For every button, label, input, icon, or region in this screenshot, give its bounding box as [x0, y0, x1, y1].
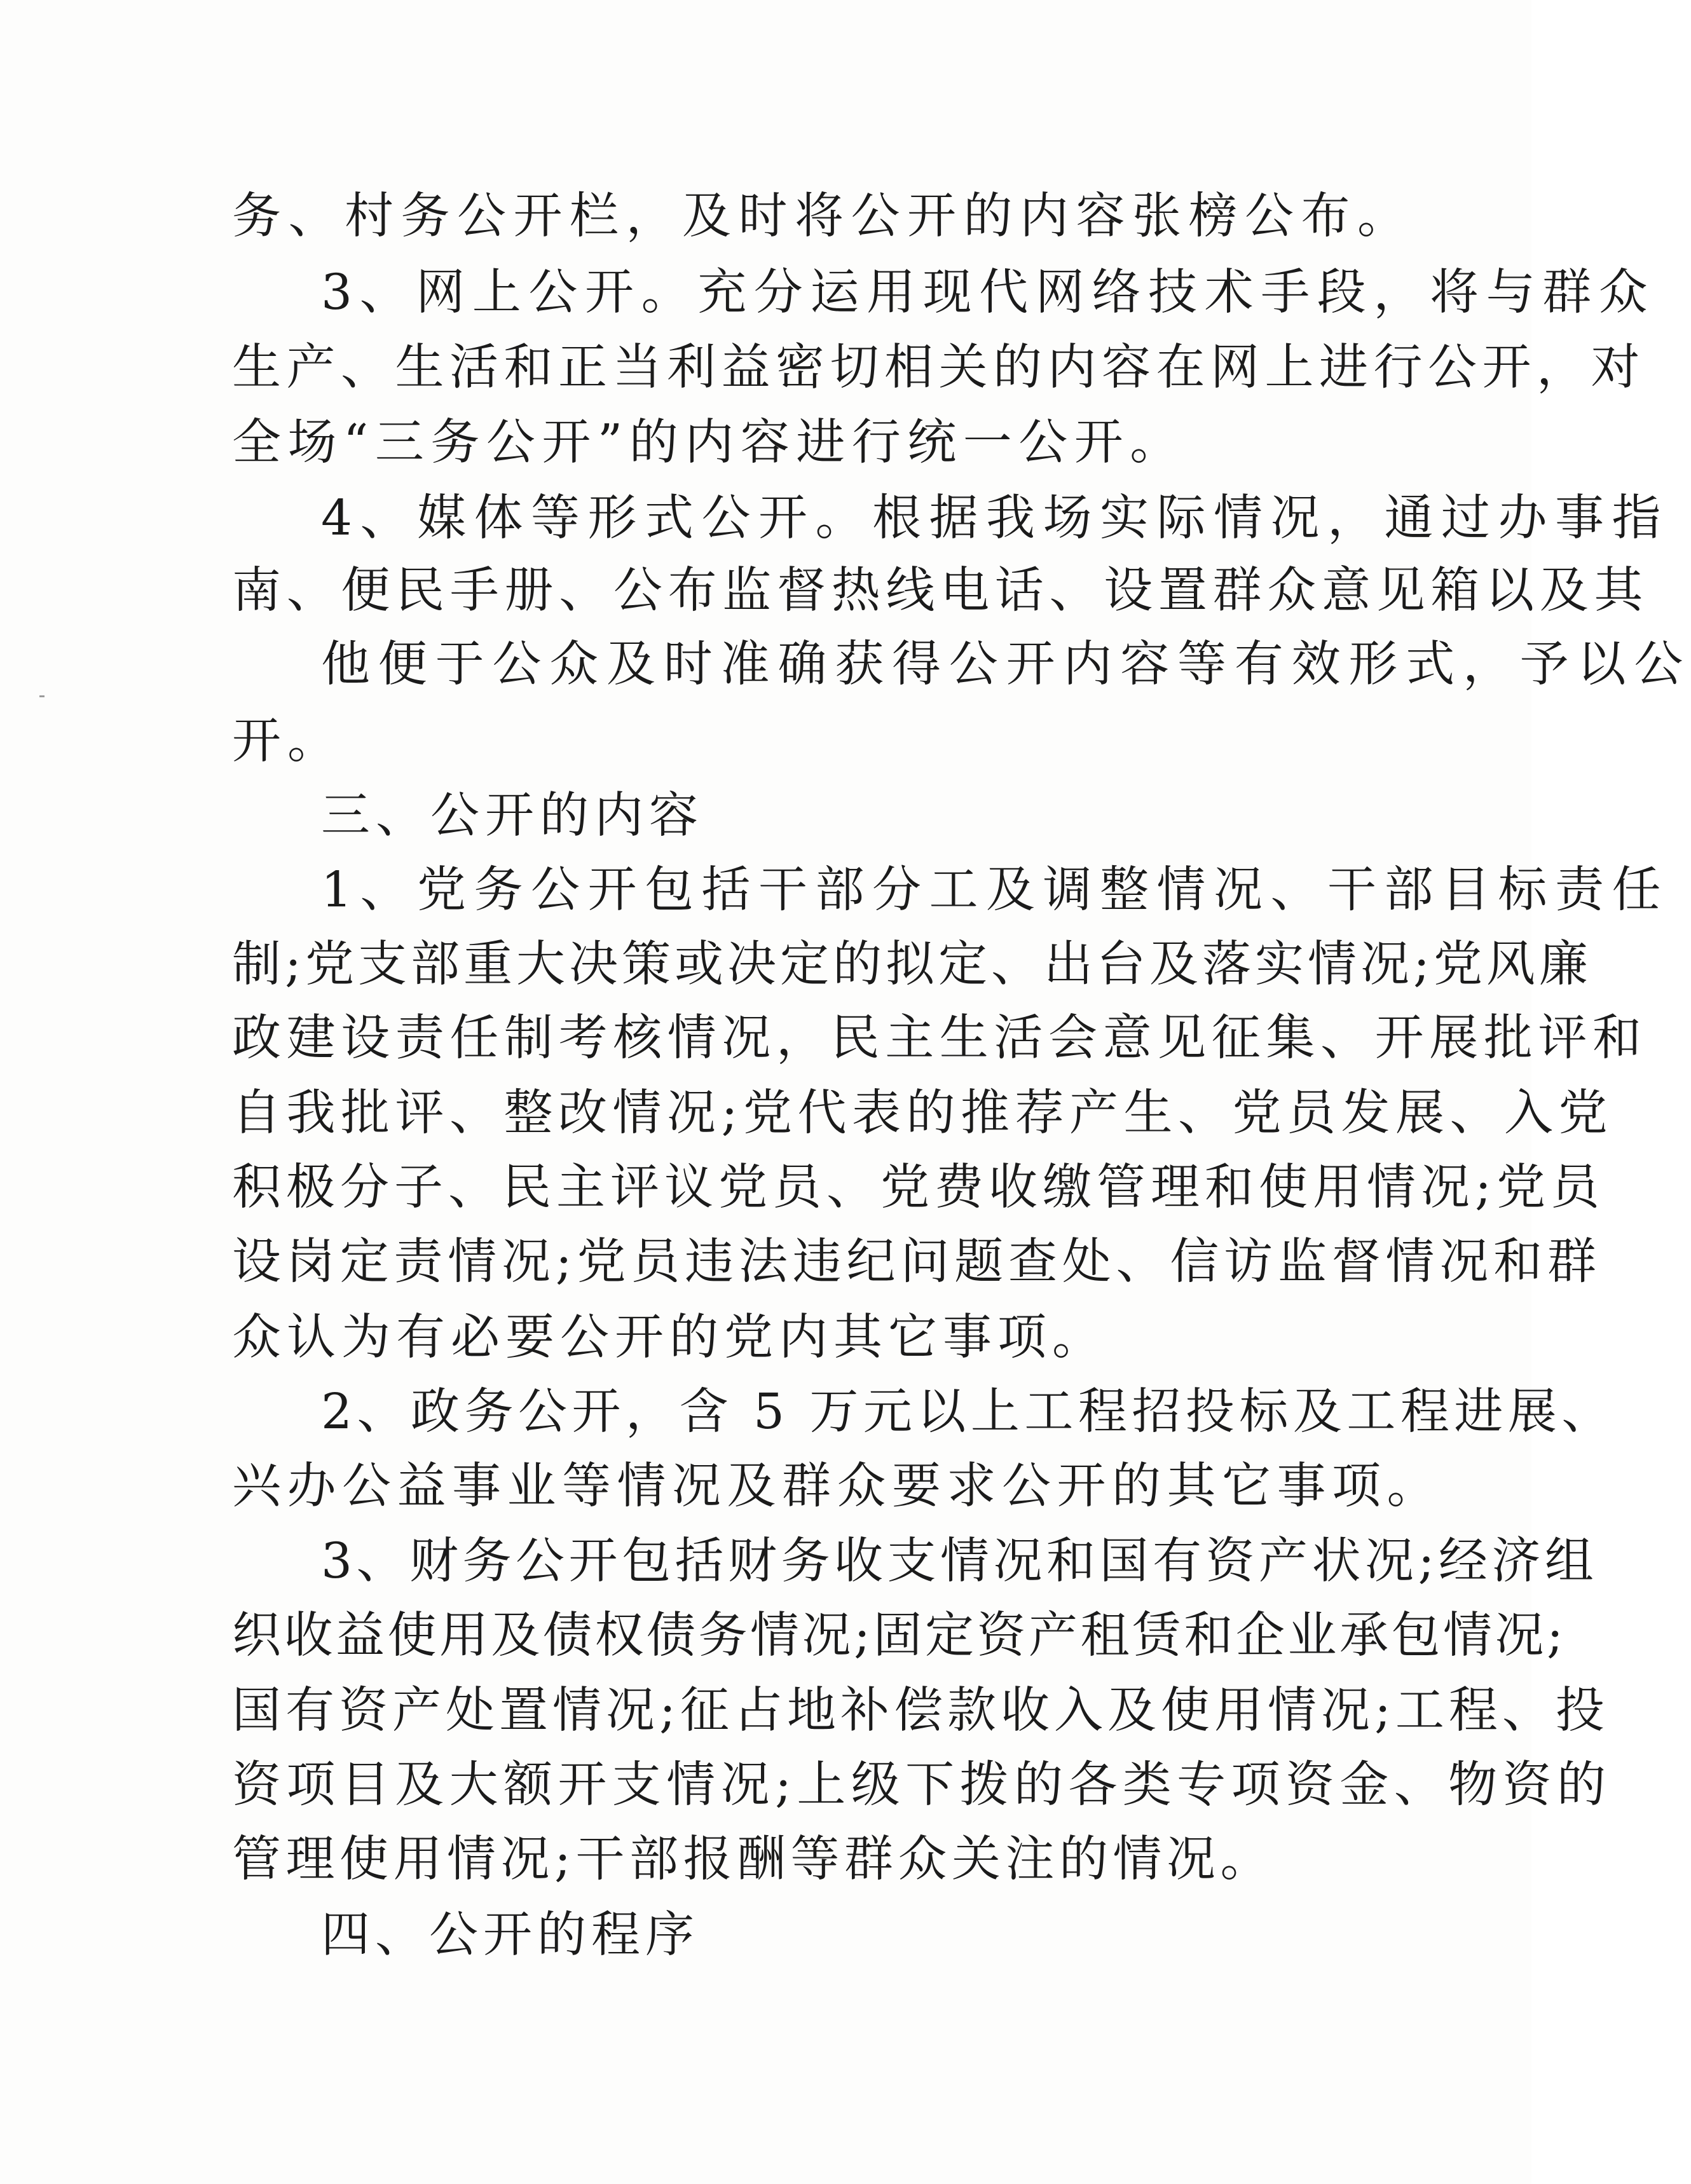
text-line: 4、媒体等形式公开。根据我场实际情况，通过办事指 [321, 490, 1669, 547]
text-line: 众认为有必要公开的党内其它事项。 [232, 1309, 1107, 1366]
text-line: 积极分子、民主评议党员、党费收缴管理和使用情况;党员 [232, 1159, 1605, 1216]
text-line: 设岗定责情况;党员违法违纪问题查处、信访监督情况和群 [232, 1234, 1601, 1290]
text-line: 政建设责任制考核情况，民主生活会意见征集、开展批评和 [232, 1010, 1647, 1067]
text-line: 兴办公益事业等情况及群众要求公开的其它事项。 [232, 1458, 1442, 1515]
text-line: 3、财务公开包括财务收支情况和国有资产状况;经济组 [321, 1533, 1598, 1590]
text-line: 国有资产处置情况;征占地补偿款收入及使用情况;工程、投 [232, 1682, 1609, 1739]
text-line: 生产、生活和正当利益密切相关的内容在网上进行公开，对 [232, 339, 1645, 396]
text-line: 管理使用情况;干部报酬等群众关注的情况。 [232, 1831, 1274, 1888]
text-line: 开。 [232, 713, 343, 770]
text-line: 资项目及大额开支情况;上级下拨的各类专项资金、物资的 [232, 1757, 1612, 1813]
text-line: 自我批评、整改情况;党代表的推荐产生、党员发展、入党 [232, 1085, 1613, 1142]
section-heading: 三、公开的内容 [321, 788, 704, 844]
text-line: 全场“三务公开”的内容进行统一公开。 [232, 414, 1186, 471]
text-line: 他便于公众及时准确获得公开内容等有效形式，予以公 [321, 636, 1691, 693]
text-line: 3、网上公开。充分运用现代网络技术手段，将与群众 [321, 264, 1655, 321]
text-line: 2、政务公开，含 5 万元以上工程招投标及工程进展、 [321, 1384, 1615, 1440]
text-line: 1、党务公开包括干部分工及调整情况、干部目标责任 [321, 862, 1669, 918]
section-heading: 四、公开的程序 [321, 1907, 699, 1963]
text-line: 南、便民手册、公布监督热线电话、设置群众意见箱以及其 [232, 563, 1649, 619]
text-line: 织收益使用及债权债务情况;固定资产租赁和企业承包情况; [232, 1607, 1566, 1664]
text-line: 务、村务公开栏，及时将公开的内容张榜公布。 [232, 188, 1414, 245]
text-line: 制;党支部重大决策或决定的拟定、出台及落实情况;党风廉 [232, 936, 1592, 993]
scan-speck [39, 695, 44, 697]
